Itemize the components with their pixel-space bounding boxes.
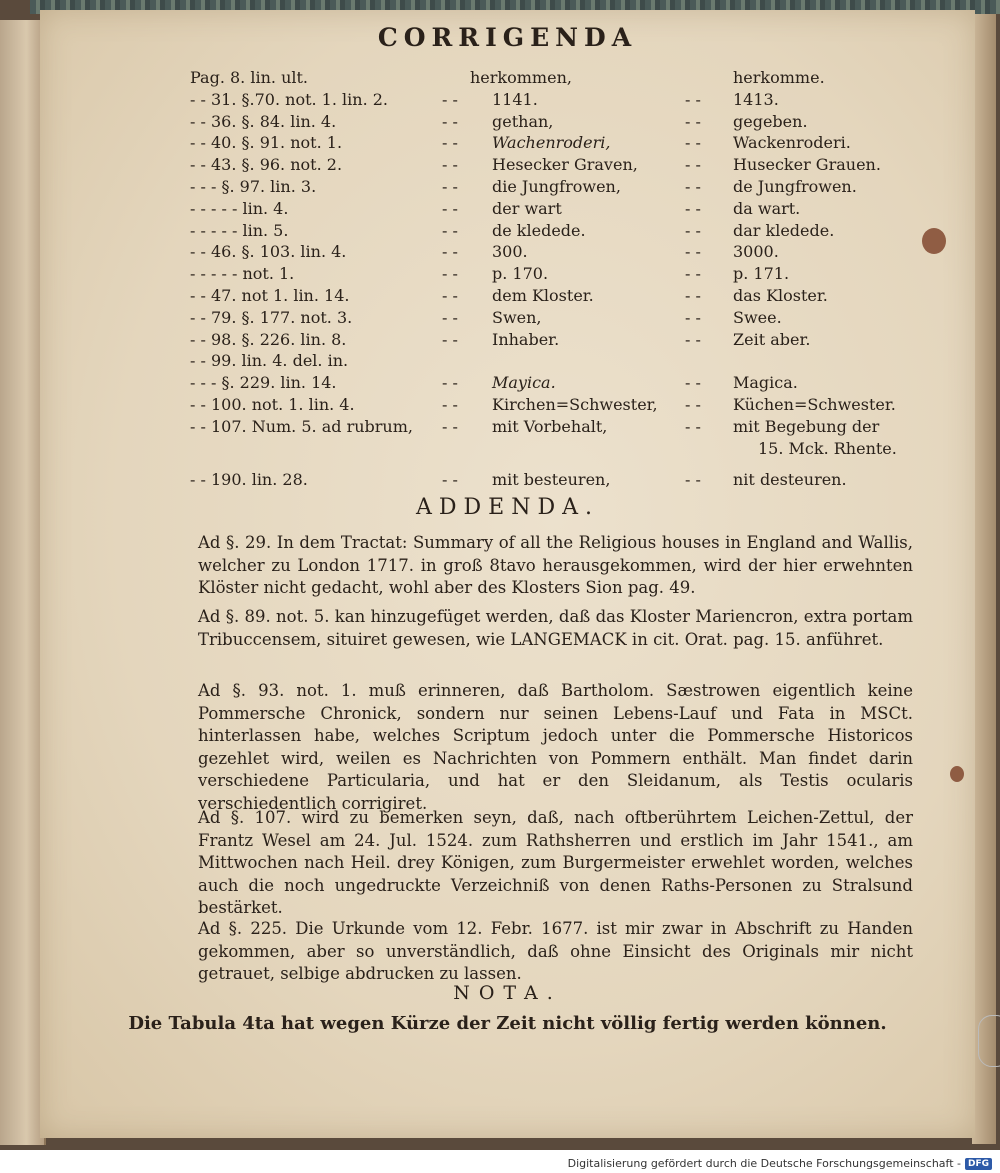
row-reference: - - 43. §. 96. not. 2. [190,155,343,175]
row-wrong-reading: dem Kloster. [492,286,594,305]
document-page [40,10,975,1138]
corrigenda-row [40,330,975,352]
row-correct-reading: Magica. [733,373,798,393]
dash-separator: - - [685,286,701,305]
addendum-reference: Ad §. 225. [198,919,288,938]
row-correct-reading: 1413. [733,89,779,109]
dash-separator: - - [685,470,701,490]
corrigenda-row [40,199,975,221]
row-correct-reading: Wackenroderi. [733,133,851,153]
row-reference: - - 36. §. 84. lin. 4. [190,111,337,131]
corrigenda-row [40,373,975,395]
row-wrong-reading: Inhaber. [492,329,560,349]
ink-stain [950,766,964,782]
dash-separator: - - [685,373,701,393]
dash-separator: - - [442,329,458,349]
addendum-reference: Ad §. 107. [198,808,292,827]
corrigenda-row [40,308,975,330]
row-wrong-reading: herkommen, [470,68,572,87]
row-correct-reading: da wart. [733,198,801,218]
addendum-entry [198,606,913,651]
addendum-reference: Ad §. 93. [198,681,285,700]
dash-separator: - - [685,155,701,175]
dash-separator: - - [685,111,701,131]
dash-separator: - - [442,133,458,153]
row-correct-reading: mit Begebung der [733,416,880,436]
addendum-entry [198,532,913,600]
dash-separator: - - [442,111,458,131]
dash-separator: - - [442,395,458,414]
row-wrong-reading: gethan, [492,111,554,131]
row-correct-reading: dar kledede. [733,220,835,240]
dash-separator: - - [685,416,701,436]
dash-separator: - - [685,307,701,327]
row-correct-reading: de Jungfrowen. [733,177,857,196]
page-title: CORRIGENDA [377,23,638,52]
corrigenda-row [40,133,975,155]
corrigenda-row [40,439,975,461]
dash-separator: - - [685,177,701,196]
row-correct-reading: p. 171. [733,264,790,284]
row-wrong-reading: Hesecker Graven, [492,155,638,175]
dash-separator: - - [685,242,701,262]
row-reference: - - 46. §. 103. lin. 4. [190,242,347,262]
dash-separator: - - [442,307,458,327]
dfg-logo: DFG [965,1158,992,1170]
row-correct-reading: 15. Mck. Rhente. [758,438,897,458]
row-reference: - - 99. lin. 4. del. in. [190,351,349,371]
row-correct-reading: Husecker Grauen. [733,155,881,175]
row-reference: - - - - - not. 1. [190,264,295,284]
addendum-reference: Ad §. 29. [198,533,272,552]
addendum-text: kan hinzugefüget werden, daß das Kloster Mariencron, extra portam Tribuccensem, situiret gewesen, wie LANGEMACK in cit. Orat. pag. 15. anführet. [198,607,914,649]
ink-stain [922,228,946,254]
dash-separator: - - [685,395,701,414]
dash-separator: - - [442,373,458,393]
row-reference: - - 107. Num. 5. ad rubrum, [190,416,413,436]
nota-text: Die Tabula 4ta hat wegen Kürze der Zeit nicht völlig fertig werden können. [128,1013,887,1034]
row-correct-reading: Swee. [733,307,782,327]
row-reference: - - - - - lin. 4. [190,198,289,218]
row-reference: - - 100. not. 1. lin. 4. [190,395,355,414]
corrigenda-row [40,242,975,264]
dash-separator: - - [442,286,458,305]
corrigenda-row [40,417,975,439]
row-reference: Pag. 8. lin. ult. [190,68,308,87]
addendum-reference: Ad §. 89. not. 5. [198,607,330,626]
footer-text: Digitalisierung gefördert durch die Deutsche Forschungsgemeinschaft - [567,1157,961,1170]
row-correct-reading: das Kloster. [733,286,828,305]
dash-separator: - - [685,329,701,349]
dash-separator: - - [442,89,458,109]
addendum-entry [198,807,913,920]
row-correct-reading: 3000. [733,242,779,262]
addendum-entry [198,918,913,986]
row-wrong-reading: de kledede. [492,220,586,240]
paper-clip [978,1015,1000,1067]
row-wrong-reading: Wachenroderi, [492,133,611,153]
row-reference: - - 190. lin. 28. [190,470,308,490]
dash-separator: - - [442,177,458,196]
nota-title: NOTA. [453,982,562,1004]
addendum-text: not. 1. muß erinneren, daß Bartholom. Sæstrowen eigentlich keine Pommersche Chronick, sondern nur seinen Lebens-Lauf und Fata in MSCt. hinterlassen habe, welches Scriptum jedoch unter die Pommersche Historicos gezehlet wird, weilen es Nachrichten von Pommern enthält. Man findet darin verschiedene Particularia, und hat er den Sleidanum, als Testis ocularis verschiedentlich corrigiret. [198,681,913,813]
addendum-text: In dem Tractat: Summary of all the Religious houses in England and Wallis, welcher zu London 1717. in groß 8tavo herausgekommen, wird der hier erwehnten Klöster nicht gedacht, wohl aber des Klosters Sion pag. 49. [198,533,914,597]
row-correct-reading: Küchen=Schwester. [733,395,896,414]
dash-separator: - - [442,242,458,262]
dash-separator: - - [685,89,701,109]
corrigenda-row [40,286,975,308]
dash-separator: - - [442,470,458,490]
corrigenda-row [40,155,975,177]
corrigenda-row [40,264,975,286]
row-reference: - - 40. §. 91. not. 1. [190,133,343,153]
addendum-text: wird zu bemerken seyn, daß, nach oftberührtem Leichen-Zettul, der Frantz Wesel am 24. Jul. 1524. zum Rathsherren und erstlich im Jahr 1541., am Mittwochen nach Heil. drey Königen, zum Burgermeister erwehlet worden, welches auch die noch ungedruckte Verzeichniß von denen Raths-Personen zu Stralsund bestärket. [198,808,913,917]
row-wrong-reading: die Jungfrowen, [492,177,621,196]
dash-separator: - - [442,220,458,240]
row-reference: - - 98. §. 226. lin. 8. [190,329,347,349]
row-wrong-reading: mit besteuren, [492,470,611,490]
row-correct-reading: nit desteuren. [733,470,847,490]
row-correct-reading: herkomme. [733,68,825,87]
corrigenda-row [40,112,975,134]
row-reference: - - 31. §.70. not. 1. lin. 2. [190,89,388,109]
corrigenda-row [40,177,975,199]
row-wrong-reading: 300. [492,242,528,262]
row-wrong-reading: Swen, [492,307,542,327]
corrigenda-row [40,221,975,243]
row-reference: - - - - - lin. 5. [190,220,289,240]
row-reference: - - - §. 97. lin. 3. [190,177,317,196]
dash-separator: - - [685,220,701,240]
row-reference: - - - §. 229. lin. 14. [190,373,337,393]
row-wrong-reading: p. 170. [492,264,549,284]
addenda-title: ADDENDA. [416,495,599,520]
dash-separator: - - [685,198,701,218]
footer-credit [568,1157,992,1170]
corrigenda-row [40,470,975,492]
row-reference: - - 79. §. 177. not. 3. [190,307,353,327]
corrigenda-row [40,351,975,373]
row-correct-reading: Zeit aber. [733,329,811,349]
row-correct-reading: gegeben. [733,111,808,131]
row-wrong-reading: Kirchen=Schwester, [492,395,658,414]
corrigenda-row [40,395,975,417]
row-wrong-reading: 1141. [492,89,538,109]
corrigenda-row [40,68,975,90]
row-reference: - - 47. not 1. lin. 14. [190,286,350,305]
row-wrong-reading: der wart [492,198,562,218]
dash-separator: - - [442,264,458,284]
dash-separator: - - [685,133,701,153]
page-block-edge [972,14,996,1144]
addendum-entry [198,680,913,815]
dash-separator: - - [442,155,458,175]
dash-separator: - - [685,264,701,284]
corrigenda-row [40,90,975,112]
row-wrong-reading: mit Vorbehalt, [492,416,608,436]
dash-separator: - - [442,416,458,436]
row-wrong-reading: Mayica. [492,373,556,393]
dash-separator: - - [442,198,458,218]
addendum-text: Die Urkunde vom 12. Febr. 1677. ist mir zwar in Abschrift zu Handen gekommen, aber so unverständlich, daß ohne Einsicht des Originals mir nicht getrauet, selbige abdrucken zu lassen. [198,919,914,983]
